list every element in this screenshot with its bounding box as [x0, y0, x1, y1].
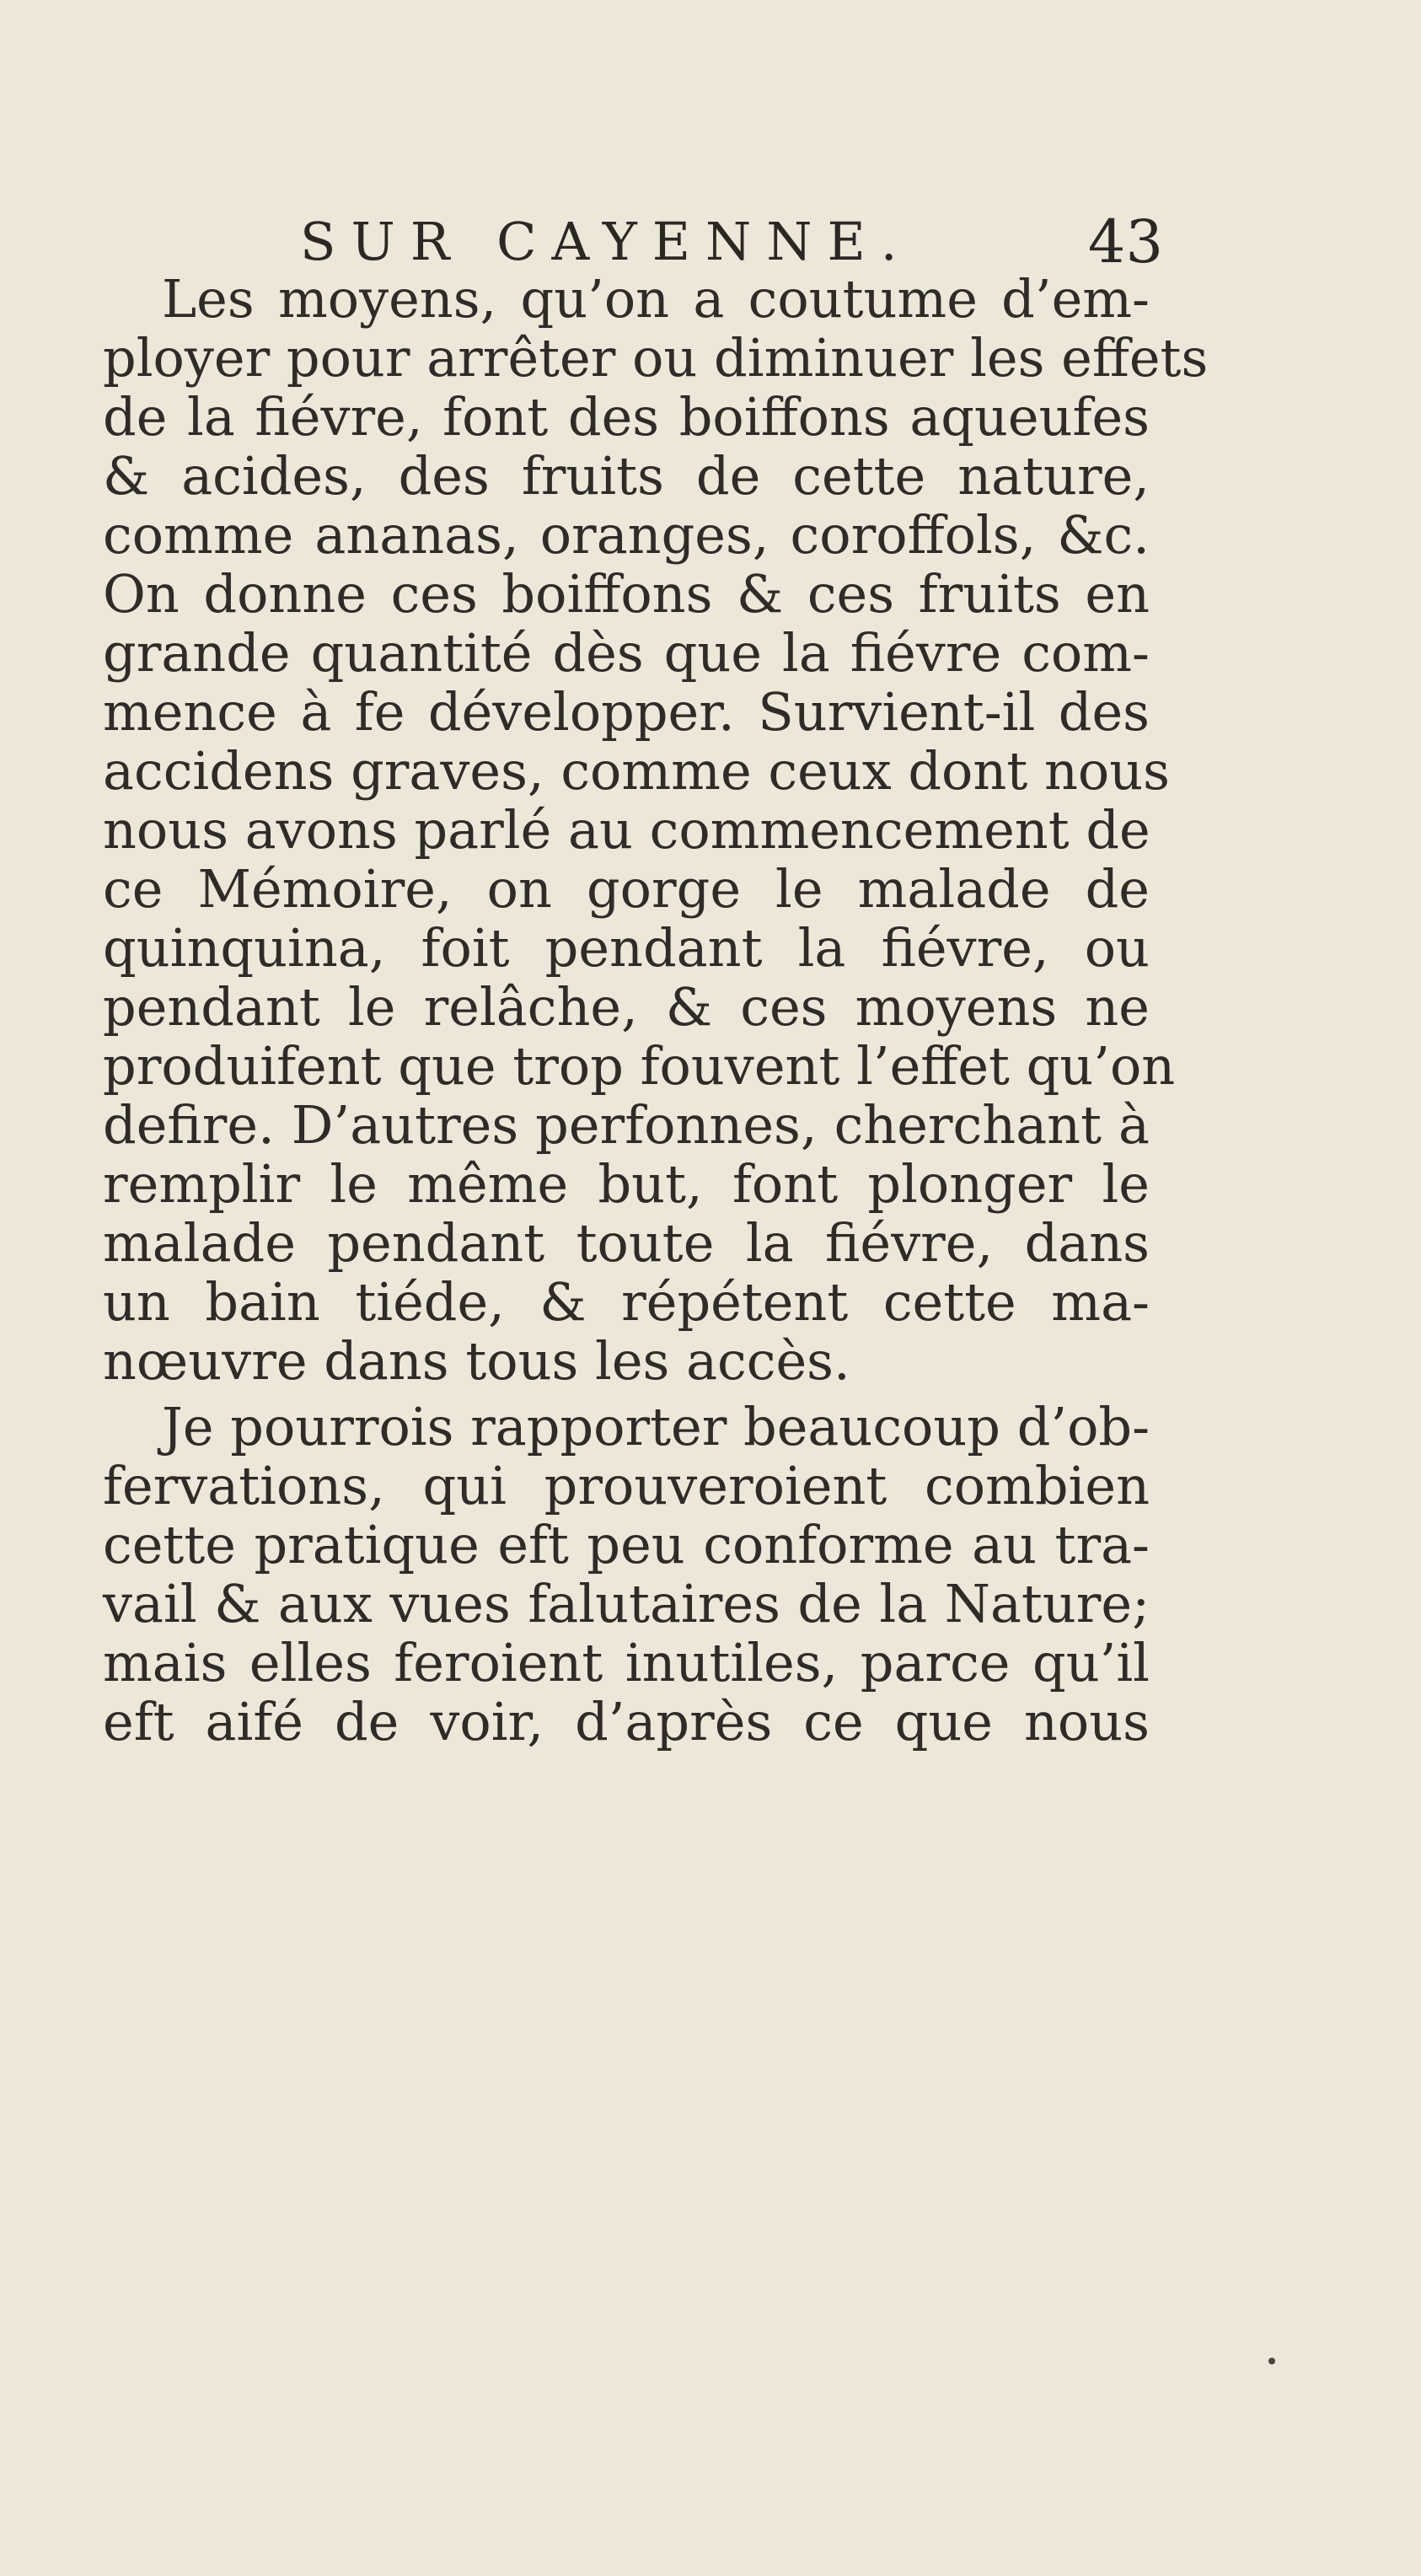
text-line: cette pratique eft peu conforme au tra- [103, 1514, 1150, 1575]
text-line: mais elles feroient inutiles, parce qu’il [103, 1632, 1150, 1693]
text-line: fervations, qui prouveroient combien [103, 1455, 1150, 1516]
text-line: quinquina, foit pendant la fiévre, ou [103, 917, 1150, 979]
text-line: remplir le même but, font plonger le [103, 1153, 1150, 1215]
text-line: On donne ces boiffons & ces fruits en [103, 563, 1150, 625]
text-line: nous avons parlé au commencement de [103, 799, 1150, 861]
text-line: Je pourrois rapporter beaucoup d’ob- [162, 1396, 1150, 1457]
text-line: nœuvre dans tous les accès. [103, 1330, 850, 1392]
text-line: comme ananas, oranges, coroffols, &c. [103, 504, 1150, 566]
text-line: pendant le relâche, & ces moyens ne [103, 976, 1150, 1038]
text-line: eft aifé de voir, d’après ce que nous [103, 1691, 1150, 1752]
text-line: vail & aux vues falutaires de la Nature; [103, 1573, 1150, 1634]
paragraph-2 [103, 1398, 1150, 1752]
text-line: Les moyens, qu’on a coutume d’em- [162, 268, 1150, 330]
paragraph-1 [103, 268, 1209, 1392]
text-line: ployer pour arrêter ou diminuer les effets [103, 327, 1209, 389]
text-line: accidens graves, comme ceux dont nous [103, 740, 1170, 802]
ink-speck [1268, 2358, 1275, 2364]
text-line: de la fiévre, font des boiffons aqueufes [103, 386, 1150, 448]
page-number: 43 [1087, 207, 1163, 276]
text-line: grande quantité dès que la fiévre com- [103, 622, 1150, 684]
text-line: malade pendant toute la fiévre, dans [103, 1212, 1150, 1274]
text-line: ce Mémoire, on gorge le malade de [103, 858, 1150, 920]
text-line: defire. D’autres perfonnes, cherchant à [103, 1094, 1150, 1156]
text-line: mence à fe développer. Survient-il des [103, 681, 1150, 743]
text-line: produifent que trop fouvent l’effet qu’on [103, 1035, 1176, 1097]
running-head: SUR CAYENNE. [300, 211, 913, 272]
text-line: & acides, des fruits de cette nature, [103, 445, 1150, 507]
body-text [103, 268, 1209, 1752]
text-line: un bain tiéde, & répétent cette ma- [103, 1271, 1150, 1333]
